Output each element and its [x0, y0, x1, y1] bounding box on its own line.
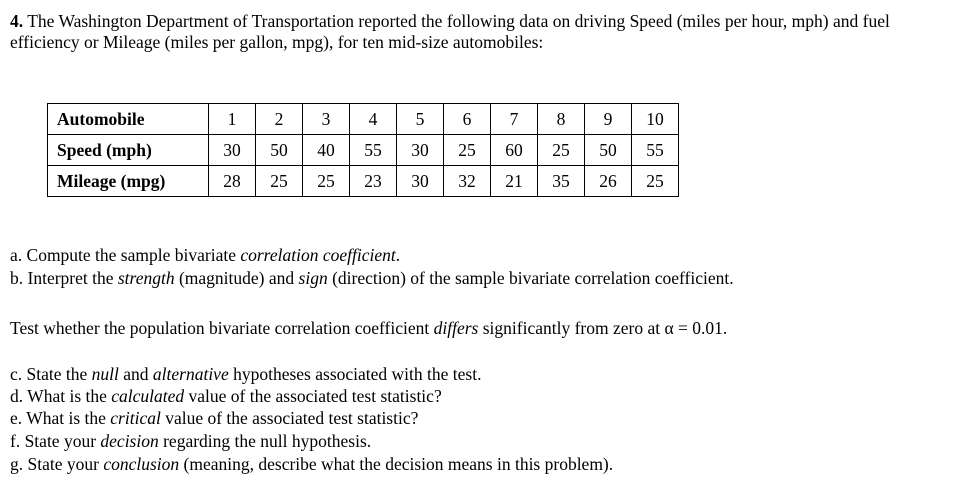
- table-cell: 30: [209, 135, 256, 166]
- table-cell: 5: [397, 104, 444, 135]
- table-row-speed: [48, 135, 679, 166]
- table-cell: 55: [350, 135, 397, 166]
- table-cell: 6: [444, 104, 491, 135]
- table-cell: 2: [256, 104, 303, 135]
- data-table: [47, 103, 679, 197]
- table-cell: 32: [444, 166, 491, 197]
- question-f: f. State your decision regarding the null hypothesis.: [10, 431, 372, 451]
- table-cell: 25: [632, 166, 679, 197]
- table-cell: 28: [209, 166, 256, 197]
- table-cell: 50: [256, 135, 303, 166]
- table-cell: 25: [256, 166, 303, 197]
- table-cell: 30: [397, 135, 444, 166]
- table-cell: 1: [209, 104, 256, 135]
- test-instruction: Test whether the population bivariate correlation coefficient differs significantly from zero at α = 0.01.: [10, 318, 728, 338]
- table-cell: 21: [491, 166, 538, 197]
- table-row-mileage: [48, 166, 679, 197]
- question-d: d. What is the calculated value of the associated test statistic?: [10, 386, 442, 406]
- question-a: a. Compute the sample bivariate correlation coefficient.: [10, 245, 401, 265]
- table-cell: 26: [585, 166, 632, 197]
- table-header-row: [48, 104, 679, 135]
- problem-intro: [10, 11, 960, 53]
- question-b: b. Interpret the strength (magnitude) and sign (direction) of the sample bivariate correlation coefficient.: [10, 268, 734, 288]
- table-cell: 7: [491, 104, 538, 135]
- problem-number: 4.: [10, 11, 24, 31]
- table-cell: 25: [303, 166, 350, 197]
- table-cell: 55: [632, 135, 679, 166]
- table-cell: 25: [538, 135, 585, 166]
- question-g: g. State your conclusion (meaning, describe what the decision means in this problem).: [10, 454, 614, 474]
- table-cell: 30: [397, 166, 444, 197]
- row-label-mileage: Mileage (mpg): [48, 166, 209, 197]
- problem-intro-text: The Washington Department of Transportation reported the following data on driving Speed (miles per hour, mph) and fuel efficiency or Mileage (miles per gallon, mpg), for ten mid-size automobiles:: [10, 11, 890, 52]
- table-cell: 9: [585, 104, 632, 135]
- row-label-speed: Speed (mph): [48, 135, 209, 166]
- table-cell: 40: [303, 135, 350, 166]
- table-cell: 60: [491, 135, 538, 166]
- table-cell: 8: [538, 104, 585, 135]
- table-cell: 3: [303, 104, 350, 135]
- question-e: e. What is the critical value of the associated test statistic?: [10, 408, 419, 428]
- table-cell: 4: [350, 104, 397, 135]
- table-cell: 10: [632, 104, 679, 135]
- header-label: Automobile: [48, 104, 209, 135]
- table-cell: 35: [538, 166, 585, 197]
- table-cell: 23: [350, 166, 397, 197]
- table-cell: 25: [444, 135, 491, 166]
- table-cell: 50: [585, 135, 632, 166]
- question-c: c. State the null and alternative hypotheses associated with the test.: [10, 364, 482, 384]
